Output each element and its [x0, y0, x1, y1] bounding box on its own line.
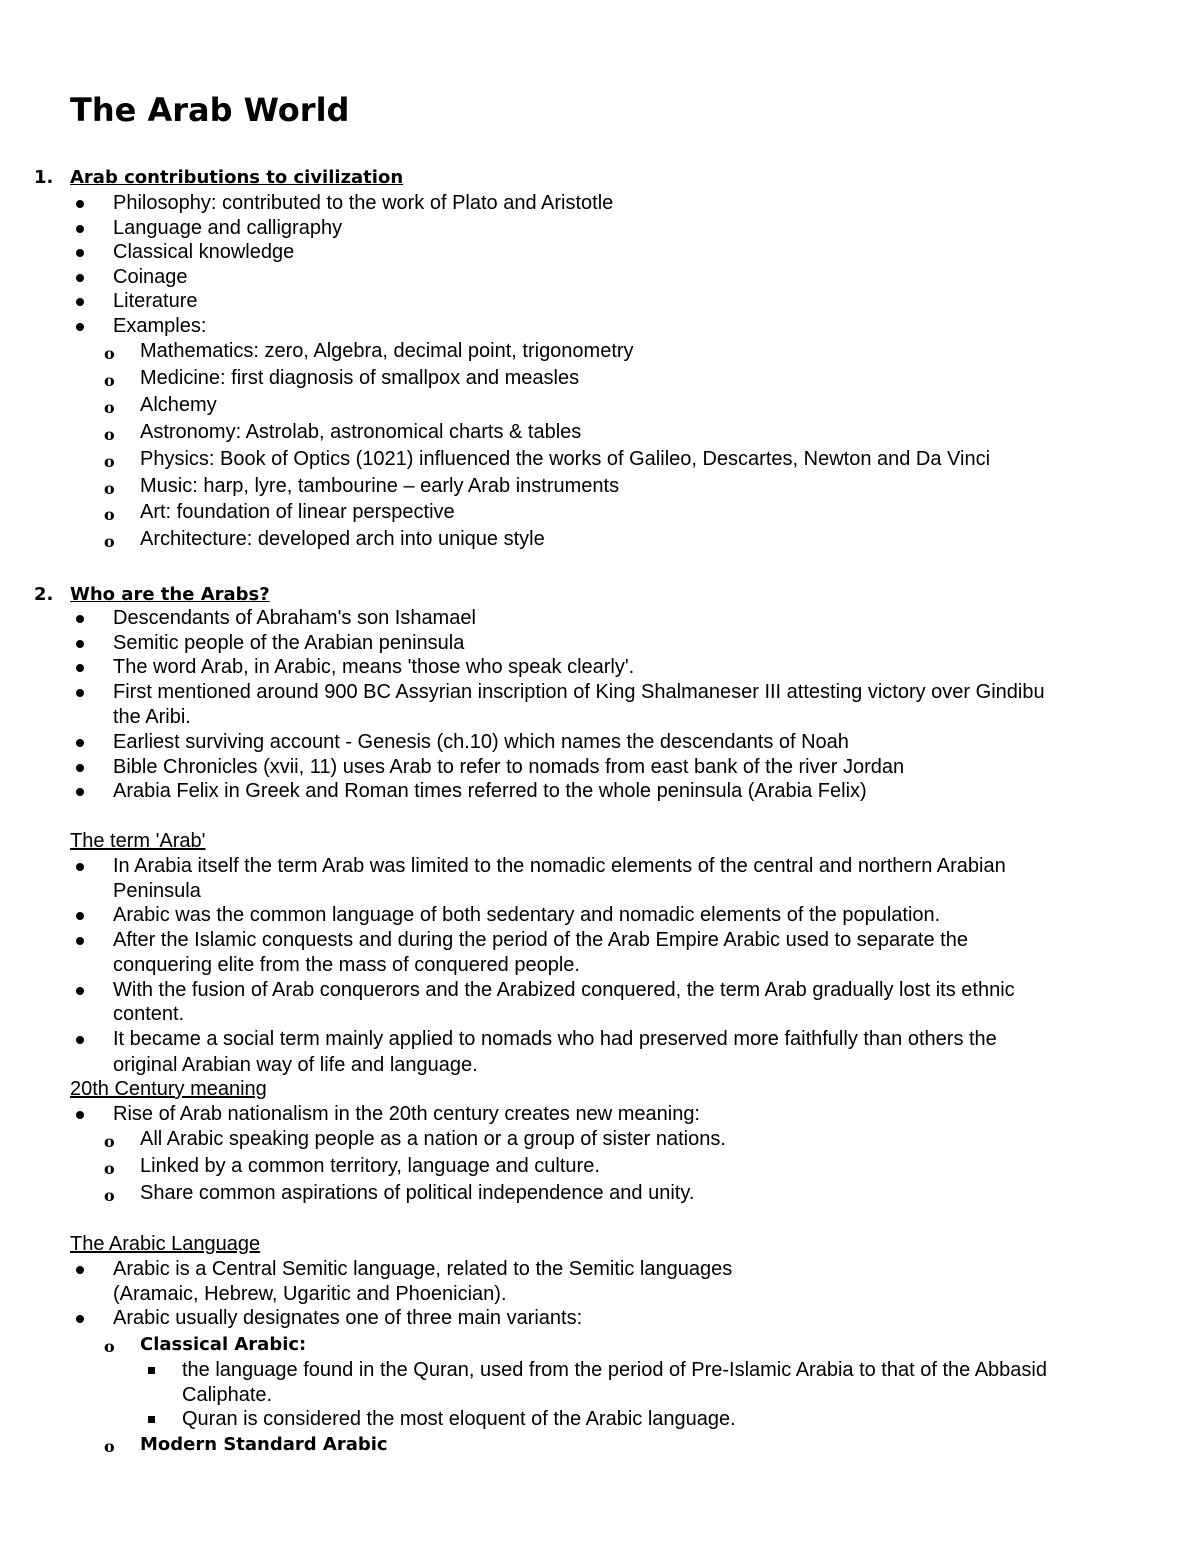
sub-list-item: Music: harp, lyre, tambourine – early Arab instruments [140, 475, 620, 497]
list-item: After the Islamic conquests and during the period of the Arab Empire Arabic used to separate the [113, 929, 968, 951]
list-item: With the fusion of Arab conquerors and the Arabized conquered, the term Arab gradually lost its ethnic [113, 979, 1015, 1001]
sub-sub-list-item-continuation: Caliphate. [182, 1384, 273, 1406]
variant-classical-arabic: Classical Arabic: [140, 1334, 307, 1355]
list-item-continuation: original Arabian way of life and language. [113, 1054, 478, 1076]
document-title: The Arab World [70, 91, 350, 129]
list-item: Rise of Arab nationalism in the 20th century creates new meaning: [113, 1103, 700, 1125]
list-item: Literature [113, 290, 198, 312]
list-item-continuation: (Aramaic, Hebrew, Ugaritic and Phoenician). [113, 1283, 507, 1305]
bullet-dot [76, 912, 84, 920]
list-item: Arabic is a Central Semitic language, related to the Semitic languages [113, 1258, 733, 1280]
list-item: Philosophy: contributed to the work of Plato and Aristotle [113, 192, 614, 214]
list-item: In Arabia itself the term Arab was limited to the nomadic elements of the central and northern Arabian [113, 855, 1006, 877]
variant-modern-standard-arabic: Modern Standard Arabic [140, 1434, 388, 1455]
bullet-dot [76, 739, 84, 747]
bullet-dot [76, 225, 84, 233]
list-item: Earliest surviving account - Genesis (ch.10) which names the descendants of Noah [113, 731, 849, 753]
sub-list-item: Architecture: developed arch into unique style [140, 528, 545, 550]
square-bullet [148, 1367, 155, 1374]
bullet-dot [76, 863, 84, 871]
bullet-dot [76, 1315, 84, 1323]
subsection-heading: The term 'Arab' [70, 830, 206, 852]
list-item: Language and calligraphy [113, 217, 343, 239]
sub-list-item: Alchemy [140, 394, 217, 416]
list-item-continuation: Peninsula [113, 880, 201, 902]
sub-bullet-marker: o [104, 505, 115, 524]
bullet-dot [76, 323, 84, 331]
bullet-dot [76, 1111, 84, 1119]
list-item: The word Arab, in Arabic, means 'those who speak clearly'. [113, 656, 635, 678]
sub-list-item: All Arabic speaking people as a nation or a group of sister nations. [140, 1128, 726, 1150]
bullet-dot [76, 249, 84, 257]
sub-bullet-marker: o [104, 1132, 115, 1151]
sub-list-item: Art: foundation of linear perspective [140, 501, 455, 523]
bullet-dot [76, 640, 84, 648]
square-bullet [148, 1416, 155, 1423]
sub-bullet-marker: o [104, 532, 115, 551]
list-item: Examples: [113, 315, 207, 337]
section-1-heading: Arab contributions to civilization [70, 167, 404, 188]
sub-sub-list-item: Quran is considered the most eloquent of the Arabic language. [182, 1408, 736, 1430]
sub-bullet-marker: o [104, 1337, 115, 1356]
subsection-heading: 20th Century meaning [70, 1078, 267, 1100]
sub-list-item: Astronomy: Astrolab, astronomical charts & tables [140, 421, 582, 443]
section-2-number: 2. [34, 584, 54, 605]
subsection-heading: The Arabic Language [70, 1233, 261, 1255]
bullet-dot [76, 937, 84, 945]
bullet-dot [76, 274, 84, 282]
list-item: Classical knowledge [113, 241, 295, 263]
list-item: Arabia Felix in Greek and Roman times referred to the whole peninsula (Arabia Felix) [113, 780, 867, 802]
bullet-dot [76, 298, 84, 306]
bullet-dot [76, 200, 84, 208]
bullet-dot [76, 764, 84, 772]
list-item: It became a social term mainly applied to nomads who had preserved more faithfully than others the [113, 1028, 997, 1050]
sub-list-item: Physics: Book of Optics (1021) influenced the works of Galileo, Descartes, Newton and Da Vinci [140, 448, 991, 470]
list-item: Coinage [113, 266, 188, 288]
sub-bullet-marker: o [104, 452, 115, 471]
sub-bullet-marker: o [104, 1437, 115, 1456]
section-2-heading: Who are the Arabs? [70, 584, 270, 605]
list-item: Descendants of Abraham's son Ishamael [113, 607, 476, 629]
list-item: Semitic people of the Arabian peninsula [113, 632, 465, 654]
list-item-continuation: content. [113, 1003, 185, 1025]
bullet-dot [76, 664, 84, 672]
bullet-dot [76, 1266, 84, 1274]
list-item-continuation: conquering elite from the mass of conquered people. [113, 954, 580, 976]
list-item: Bible Chronicles (xvii, 11) uses Arab to refer to nomads from east bank of the river Jordan [113, 756, 905, 778]
sub-list-item: Linked by a common territory, language and culture. [140, 1155, 600, 1177]
bullet-dot [76, 689, 84, 697]
sub-bullet-marker: o [104, 425, 115, 444]
sub-sub-list-item: the language found in the Quran, used from the period of Pre-Islamic Arabia to that of the Abbasid [182, 1359, 1047, 1381]
sub-bullet-marker: o [104, 344, 115, 363]
sub-list-item: Share common aspirations of political independence and unity. [140, 1182, 695, 1204]
bullet-dot [76, 788, 84, 796]
sub-bullet-marker: o [104, 371, 115, 390]
bullet-dot [76, 1036, 84, 1044]
sub-bullet-marker: o [104, 479, 115, 498]
list-item-continuation: the Aribi. [113, 706, 191, 728]
sub-bullet-marker: o [104, 398, 115, 417]
list-item: Arabic was the common language of both sedentary and nomadic elements of the population. [113, 904, 941, 926]
list-item: Arabic usually designates one of three main variants: [113, 1307, 583, 1329]
list-item: First mentioned around 900 BC Assyrian inscription of King Shalmaneser III attesting victory over Gindibu [113, 681, 1045, 703]
sub-list-item: Medicine: first diagnosis of smallpox and measles [140, 367, 580, 389]
bullet-dot [76, 987, 84, 995]
sub-bullet-marker: o [104, 1186, 115, 1205]
bullet-dot [76, 615, 84, 623]
sub-bullet-marker: o [104, 1159, 115, 1178]
section-1-number: 1. [34, 167, 54, 188]
sub-list-item: Mathematics: zero, Algebra, decimal point, trigonometry [140, 340, 634, 362]
